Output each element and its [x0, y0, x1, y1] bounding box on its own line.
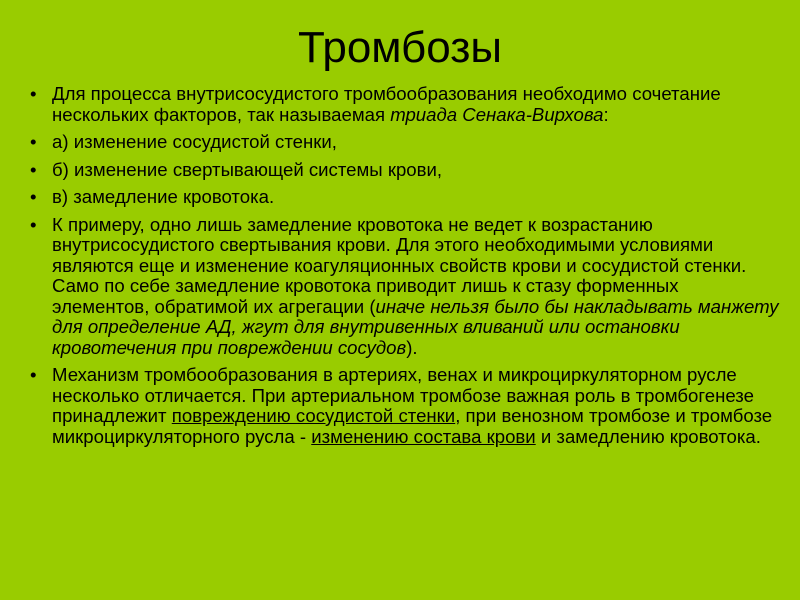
slide-title: Тромбозы: [297, 23, 503, 72]
bullet-mechanism-underline1: повреждению сосудистой стенки: [171, 405, 456, 426]
bullet-example: [28, 215, 780, 359]
bullet-mechanism-underline2: изменению состава крови: [311, 425, 536, 447]
bullet-intro-text: Для процесса внутрисосудистого тромбообразования необходимо сочетание нескольких факторов, так называемая: [52, 83, 721, 125]
bullet-mechanism-text3: и замедлению кровотока.: [535, 425, 761, 447]
bullet-intro-emphasis: триада Сенака-Вирхова: [390, 103, 604, 125]
bullet-example-emphasis: иначе нельзя было бы накладывать манжету для определение АД, жгут для внутривенных вливаний или остановки кровотечения при повреждении сосудов: [52, 295, 779, 358]
bullet-mechanism: [28, 365, 780, 447]
bullet-example-text: К примеру, одно лишь замедление кровотока не ведет к возрастанию внутрисосудистого свертывания крови. Для этого необходимыми условиями являются еще и изменение коагуляционных свойств крови и сосудистой стенки. Само по себе замедление кровотока приводит лишь к стазу форменных элементов, обратимой их агрегации (: [52, 213, 747, 317]
bullet-intro: [28, 84, 780, 125]
bullet-example-end: ).: [406, 336, 418, 358]
bullet-mechanism-text2: , при венозном тромбозе и тромбозе микроциркуляторного русла -: [52, 405, 773, 447]
bullet-factor-c: • в) замедление кровотока.: [28, 187, 780, 208]
bullet-factor-a: • а) изменение сосудистой стенки,: [28, 132, 780, 153]
bullet-intro-colon: :: [603, 103, 609, 125]
bullet-mechanism-text1: Механизм тромбообразования в артериях, венах и микроциркуляторном русле несколько отличается. При артериальном тромбозе важная роль в тромбогенезе принадлежит: [52, 364, 754, 426]
bullet-factor-b: • б) изменение свертывающей системы крови,: [28, 160, 780, 181]
bullet-list: [28, 84, 780, 454]
